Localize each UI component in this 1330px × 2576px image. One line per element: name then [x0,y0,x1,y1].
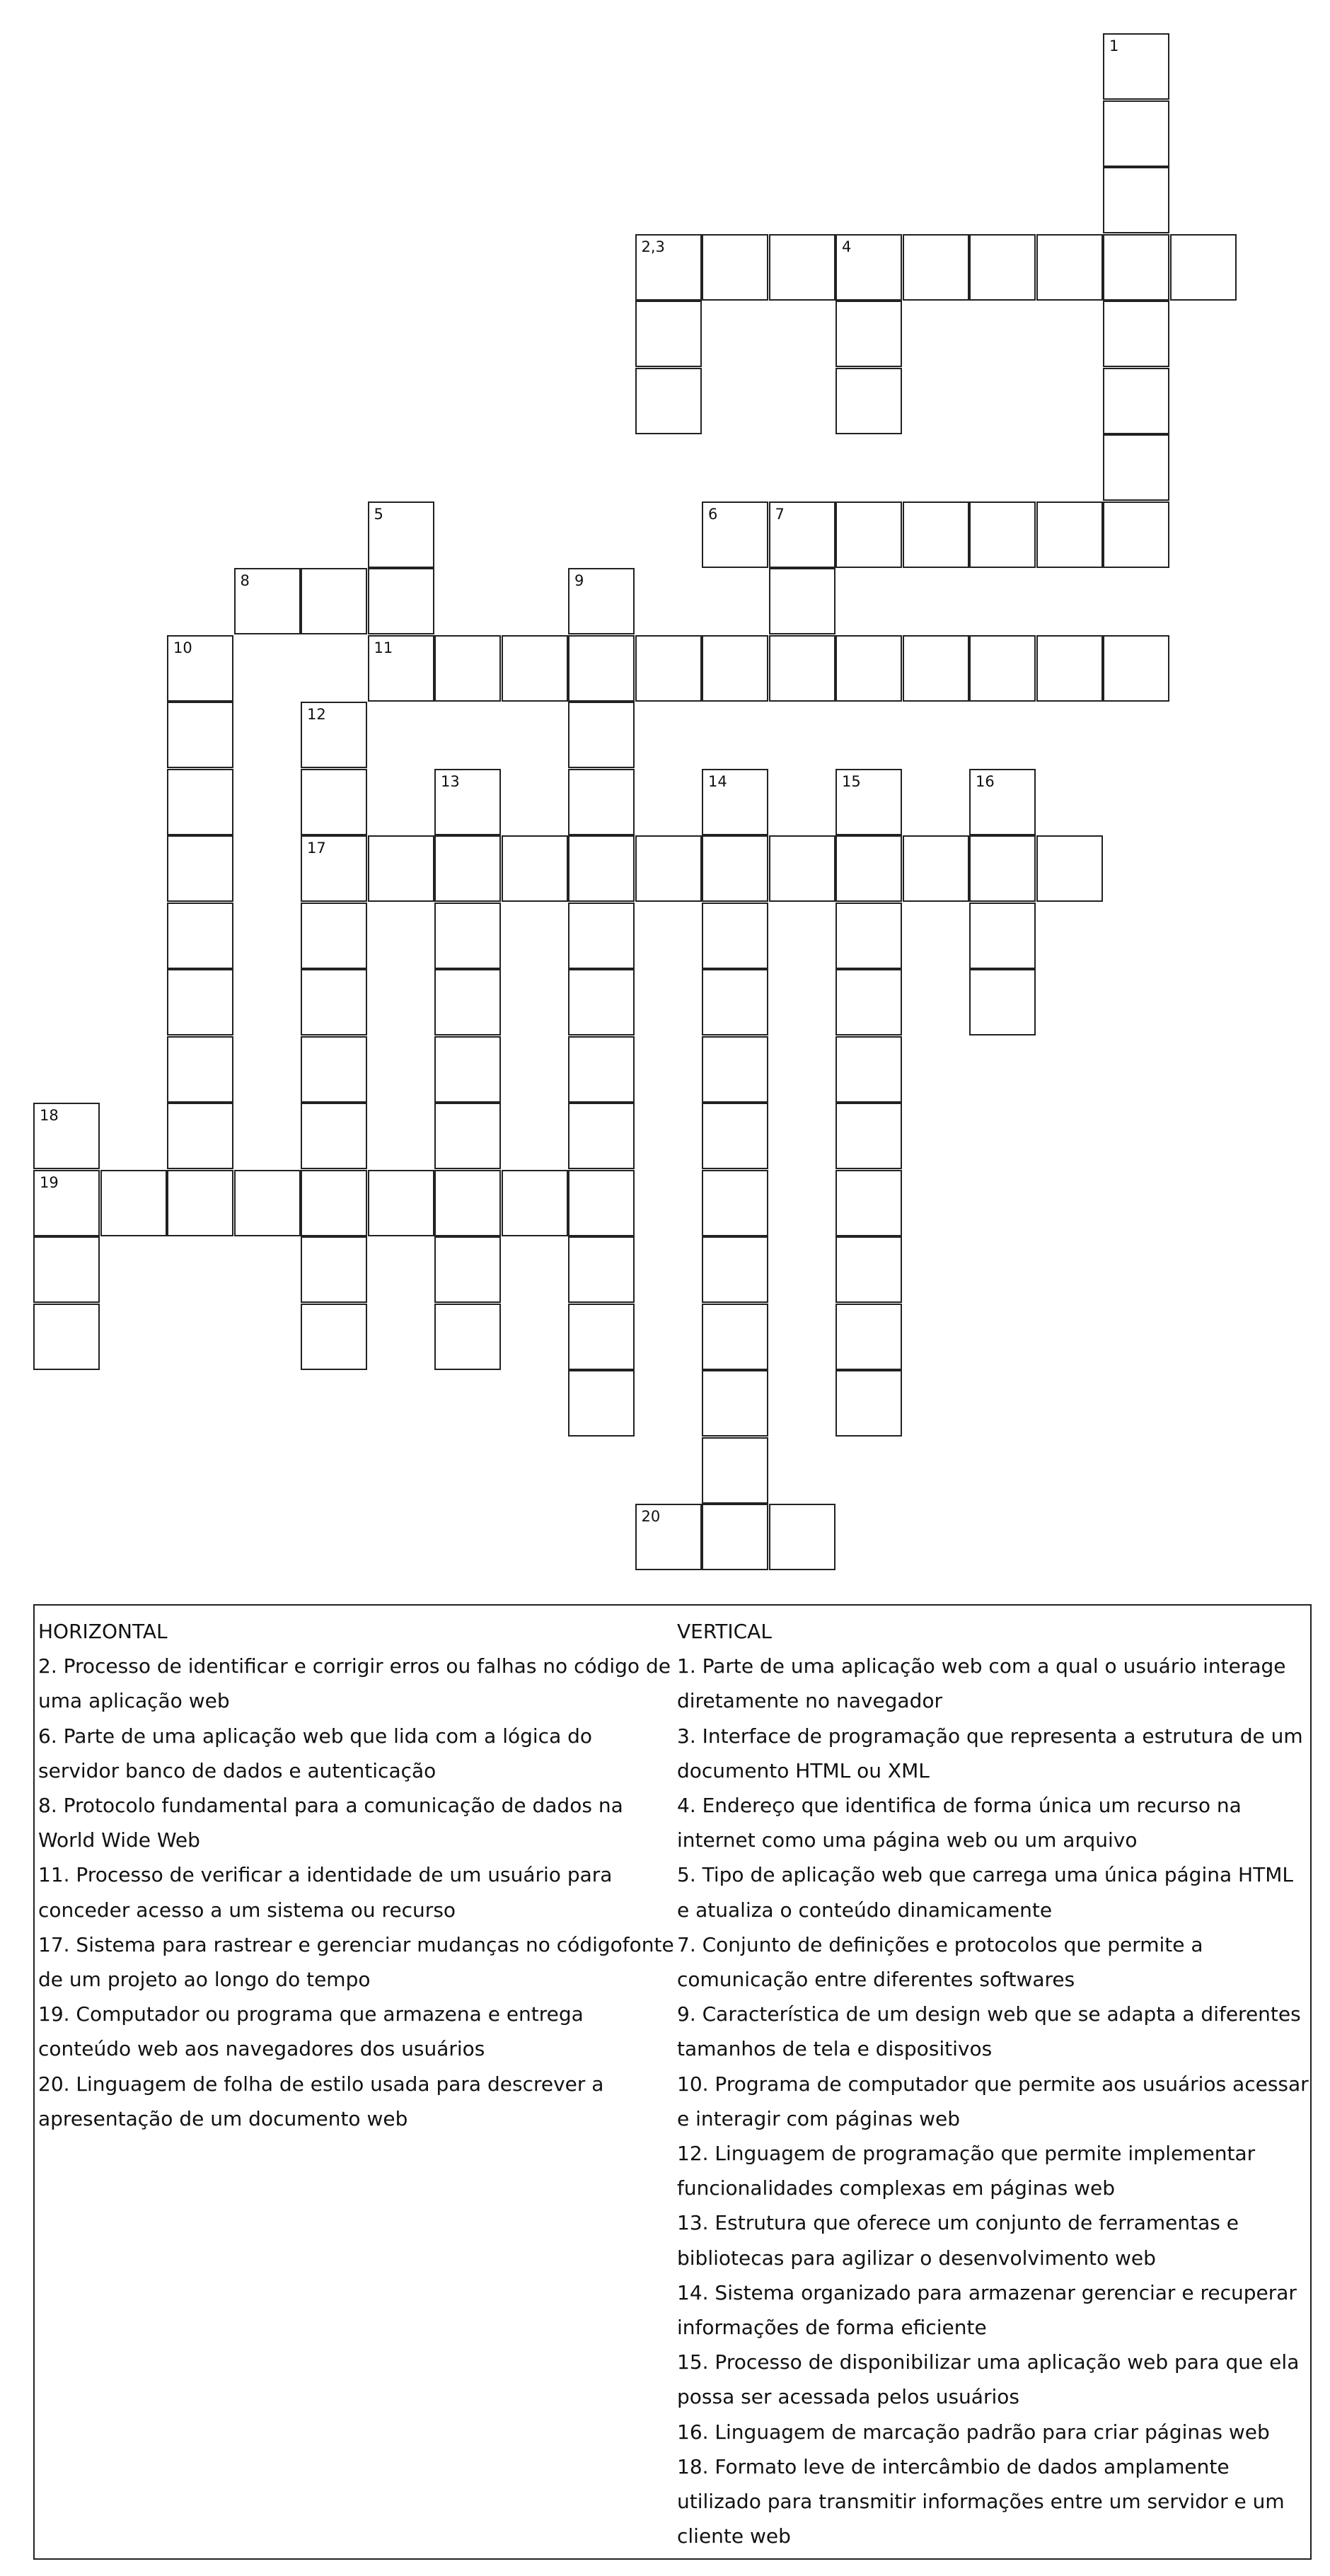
grid-cell[interactable] [835,368,902,434]
grid-cell[interactable] [434,1036,501,1103]
grid-cell[interactable] [969,969,1036,1035]
grid-cell[interactable] [1103,635,1169,702]
grid-cell[interactable] [702,835,768,902]
grid-cell[interactable] [301,1236,367,1303]
grid-cell[interactable] [301,1170,367,1236]
grid-cell[interactable] [434,1236,501,1303]
grid-cell[interactable] [167,635,233,702]
grid-cell[interactable] [835,501,902,568]
grid-cell[interactable] [167,1036,233,1103]
horizontal-heading: HORIZONTAL [38,1620,168,1643]
clue-h11: 11. Processo de verificar a identidade de um usuário para conceder acesso a um sistema ou recurso [38,1863,613,1922]
grid-cell[interactable] [301,702,367,768]
grid-cell[interactable] [835,903,902,969]
grid-cell[interactable] [635,635,702,702]
grid-cell[interactable] [835,969,902,1035]
clue-h6: 6. Parte de uma aplicação web que lida com a lógica do servidor banco de dados e autenticação [38,1724,593,1782]
grid-cell[interactable] [702,635,768,702]
clues-box [33,1604,1312,2560]
grid-cell[interactable] [1036,501,1103,568]
grid-cell[interactable] [568,1236,635,1303]
grid-cell[interactable] [903,835,969,902]
grid-cell[interactable] [1103,301,1169,367]
grid-cell[interactable] [1036,835,1103,902]
grid-cell[interactable] [234,568,301,634]
clue-v4: 4. Endereço que identifica de forma única um recurso na internet como uma página web ou um arquivo [677,1794,1242,1852]
grid-cell[interactable] [635,301,702,367]
grid-cell[interactable] [301,1103,367,1169]
cell-number: 1 [1109,37,1119,54]
cell-number: 2,3 [641,238,665,255]
grid-cell[interactable] [568,835,635,902]
clue-v5: 5. Tipo de aplicação web que carrega uma única página HTML e atualiza o conteúdo dinamicamente [677,1863,1293,1922]
grid-cell[interactable] [969,234,1036,301]
grid-cell[interactable] [502,1170,568,1236]
grid-cell[interactable] [635,234,702,301]
grid-cell[interactable] [434,1304,501,1370]
grid-cell[interactable] [835,1170,902,1236]
clue-v15: 15. Processo de disponibilizar uma aplicação web para que ela possa ser acessada pelos usuários [677,2350,1300,2409]
grid-cell[interactable] [502,835,568,902]
grid-cell[interactable] [835,1236,902,1303]
clue-v16: 16. Linguagem de marcação padrão para criar páginas web [677,2420,1270,2444]
grid-cell[interactable] [301,1304,367,1370]
grid-cell[interactable] [301,568,367,634]
cell-number: 10 [173,639,192,656]
grid-cell[interactable] [702,903,768,969]
grid-cell[interactable] [167,969,233,1035]
cell-number: 19 [40,1173,59,1191]
clue-h8: 8. Protocolo fundamental para a comunicação de dados na World Wide Web [38,1794,623,1852]
clue-v12: 12. Linguagem de programação que permite implementar funcionalidades complexas em páginas web [677,2142,1256,2200]
grid-cell[interactable] [702,1437,768,1504]
grid-cell[interactable] [903,234,969,301]
grid-cell[interactable] [969,501,1036,568]
cell-number: 18 [40,1107,59,1124]
grid-cell[interactable] [702,1370,768,1437]
grid-cell[interactable] [769,635,835,702]
cell-number: 6 [708,505,718,523]
grid-cell[interactable] [167,903,233,969]
grid-cell[interactable] [835,1304,902,1370]
grid-cell[interactable] [1103,368,1169,434]
cell-number: 13 [441,772,460,790]
grid-cell[interactable] [568,903,635,969]
grid-cell[interactable] [167,835,233,902]
grid-cell[interactable] [568,702,635,768]
grid-cell[interactable] [1103,234,1169,301]
grid-cell[interactable] [635,835,702,902]
grid-cell[interactable] [969,903,1036,969]
grid-cell[interactable] [568,969,635,1035]
clue-v10: 10. Programa de computador que permite aos usuários acessar e interagir com páginas web [677,2072,1309,2130]
grid-cell[interactable] [1103,167,1169,233]
grid-cell[interactable] [769,1504,835,1570]
grid-cell[interactable] [33,1304,100,1370]
grid-cell[interactable] [969,769,1036,835]
grid-cell[interactable] [635,1504,702,1570]
grid-cell[interactable] [167,769,233,835]
grid-cell[interactable] [702,969,768,1035]
grid-cell[interactable] [301,969,367,1035]
grid-cell[interactable] [434,769,501,835]
grid-cell[interactable] [702,1170,768,1236]
grid-cell[interactable] [969,835,1036,902]
grid-cell[interactable] [33,1170,100,1236]
grid-cell[interactable] [434,969,501,1035]
horizontal-clues [38,1614,675,2136]
grid-cell[interactable] [301,835,367,902]
grid-cell[interactable] [702,234,768,301]
vertical-heading: VERTICAL [677,1620,772,1643]
cell-number: 11 [374,639,393,656]
grid-cell[interactable] [568,1304,635,1370]
grid-cell[interactable] [769,568,835,634]
cell-number: 9 [574,572,584,589]
grid-cell[interactable] [368,568,434,634]
grid-cell[interactable] [568,1103,635,1169]
grid-cell[interactable] [835,1370,902,1437]
grid-cell[interactable] [835,301,902,367]
grid-cell[interactable] [434,1170,501,1236]
grid-cell[interactable] [167,702,233,768]
grid-cell[interactable] [835,835,902,902]
grid-cell[interactable] [835,769,902,835]
grid-cell[interactable] [1103,501,1169,568]
grid-cell[interactable] [702,1036,768,1103]
grid-cell[interactable] [434,635,501,702]
cell-number: 4 [842,238,852,255]
cell-number: 5 [374,505,383,523]
grid-cell[interactable] [835,1036,902,1103]
clue-v7: 7. Conjunto de definições e protocolos que permite a comunicação entre diferentes softwares [677,1932,1203,1992]
clue-h2: 2. Processo de identificar e corrigir erros ou falhas no código de uma aplicação web [38,1654,671,1713]
grid-cell[interactable] [1036,635,1103,702]
grid-cell[interactable] [568,1170,635,1236]
grid-cell[interactable] [368,835,434,902]
cell-number: 15 [842,772,861,790]
grid-cell[interactable] [301,1036,367,1103]
grid-cell[interactable] [301,769,367,835]
grid-cell[interactable] [568,1370,635,1437]
cell-number: 20 [641,1508,661,1525]
grid-cell[interactable] [568,568,635,634]
grid-cell[interactable] [568,1036,635,1103]
cell-number: 12 [307,706,326,723]
cell-number: 17 [307,840,326,857]
grid-cell[interactable] [167,1170,233,1236]
clue-v18: 18. Formato leve de intercâmbio de dados amplamente utilizado para transmitir informações entre um servidor e um cliente web [677,2454,1285,2548]
grid-cell[interactable] [835,635,902,702]
grid-cell[interactable] [969,635,1036,702]
grid-cell[interactable] [702,1103,768,1169]
grid-cell[interactable] [1170,234,1237,301]
grid-cell[interactable] [33,1103,100,1169]
clue-v13: 13. Estrutura que oferece um conjunto de ferramentas e bibliotecas para agilizar o desenvolvimento web [677,2211,1239,2270]
grid-cell[interactable] [100,1170,167,1236]
grid-cell[interactable] [903,635,969,702]
grid-cell[interactable] [33,1236,100,1303]
grid-cell[interactable] [434,1103,501,1169]
cell-number: 16 [976,772,995,790]
clue-v14: 14. Sistema organizado para armazenar gerenciar e recuperar informações de forma eficiente [677,2280,1297,2340]
grid-cell[interactable] [368,1170,434,1236]
grid-cell[interactable] [434,903,501,969]
clue-h17: 17. Sistema para rastrear e gerenciar mudanças no códigofonte de um projeto ao longo do tempo [38,1932,674,1992]
grid-cell[interactable] [434,835,501,902]
grid-cell[interactable] [702,769,768,835]
grid-cell[interactable] [635,368,702,434]
grid-cell[interactable] [1103,33,1169,100]
grid-cell[interactable] [368,501,434,568]
grid-cell[interactable] [1103,100,1169,167]
clue-v3: 3. Interface de programação que representa a estrutura de um documento HTML ou XML [677,1724,1303,1782]
grid-cell[interactable] [568,769,635,835]
cell-number: 7 [775,505,785,523]
grid-cell[interactable] [702,501,768,568]
vertical-clues [677,1614,1310,2553]
cell-number: 8 [240,572,250,589]
grid-cell[interactable] [234,1170,301,1236]
grid-cell[interactable] [167,1103,233,1169]
grid-cell[interactable] [1036,234,1103,301]
grid-cell[interactable] [502,635,568,702]
grid-cell[interactable] [702,1304,768,1370]
grid-cell[interactable] [1103,434,1169,501]
cell-number: 14 [708,772,727,790]
grid-cell[interactable] [903,501,969,568]
grid-cell[interactable] [368,635,434,702]
grid-cell[interactable] [301,903,367,969]
grid-cell[interactable] [835,234,902,301]
clue-h20: 20. Linguagem de folha de estilo usada para descrever a apresentação de um documento web [38,2072,604,2130]
grid-cell[interactable] [568,635,635,702]
grid-cell[interactable] [769,835,835,902]
clue-v9: 9. Característica de um design web que se adapta a diferentes tamanhos de tela e dispositivos [677,2002,1301,2061]
clue-h19: 19. Computador ou programa que armazena e entrega conteúdo web aos navegadores dos usuários [38,2002,584,2061]
grid-cell[interactable] [835,1103,902,1169]
clue-v1: 1. Parte de uma aplicação web com a qual o usuário interage diretamente no navegador [677,1654,1286,1713]
grid-cell[interactable] [702,1236,768,1303]
grid-cell[interactable] [702,1504,768,1570]
grid-cell[interactable] [769,234,835,301]
grid-cell[interactable] [769,501,835,568]
